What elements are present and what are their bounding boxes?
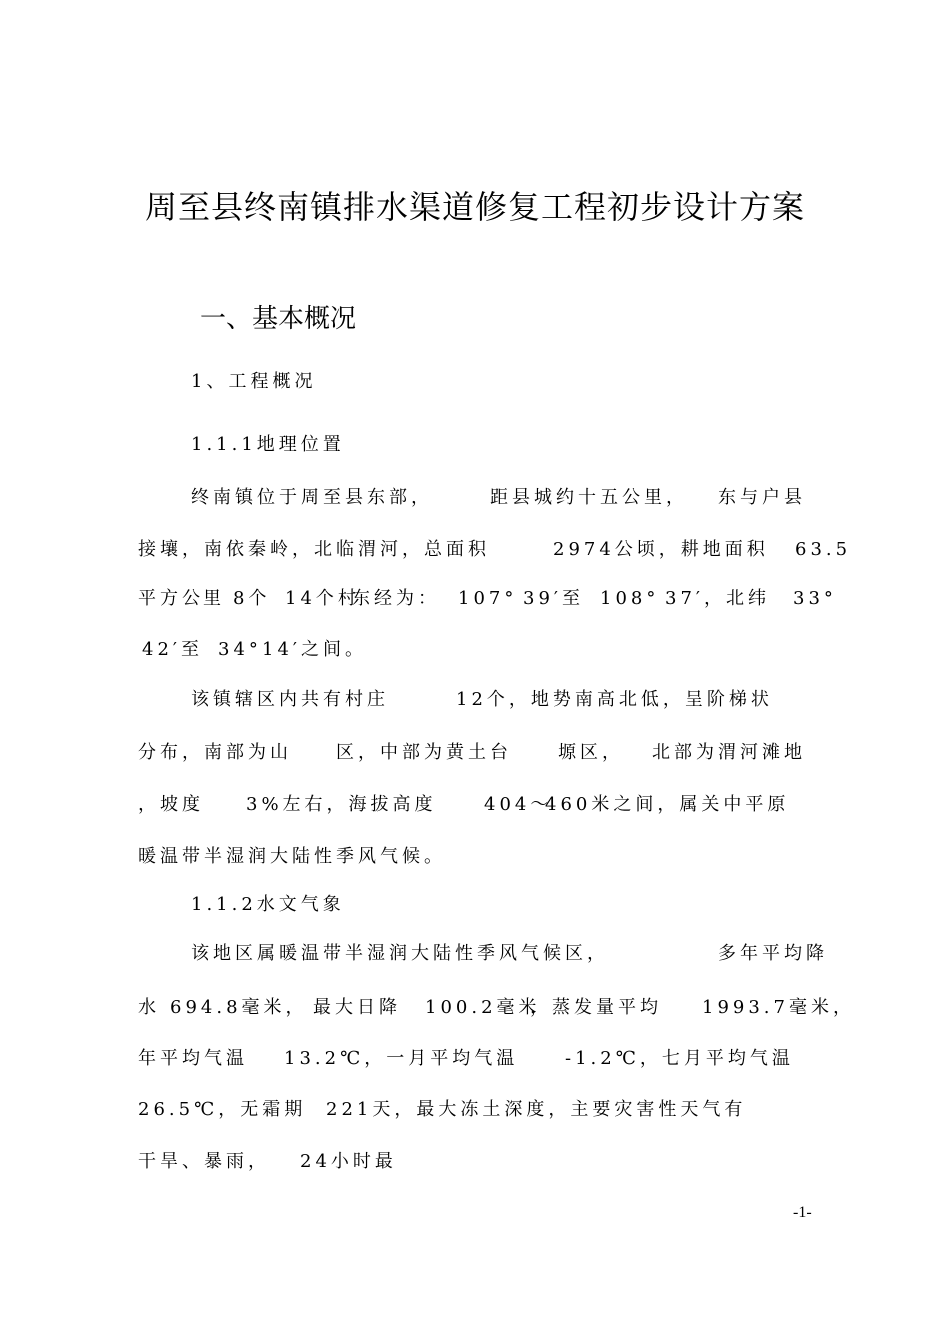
text-fragment: 63.5 [795, 539, 852, 560]
text-fragment: 13.2℃，一月平均气温 [284, 1048, 519, 1069]
subsection-label: 1.1.2水文气象 [191, 894, 345, 915]
text-fragment: 暖温带半湿润大陆性季风气候。 [138, 846, 446, 867]
text-fragment: 694.8毫米， [170, 997, 308, 1018]
document-title: 周至县终南镇排水渠道修复工程初步设计方案 [144, 188, 805, 226]
text-fragment: 39′至 [523, 588, 584, 609]
section-heading: 一、基本概况 [200, 304, 357, 334]
text-fragment: 终南镇位于周至县东部， [191, 487, 433, 508]
text-fragment: ，坡度 [138, 794, 204, 815]
text-fragment: 年平均气温 [138, 1048, 248, 1069]
page-number: -1- [793, 1204, 812, 1221]
text-fragment: 14′之间。 [262, 639, 367, 660]
subsection-label: 1、工程概况 [191, 371, 317, 392]
text-fragment: 33° [793, 588, 837, 609]
text-fragment: 最大日降 [313, 997, 401, 1018]
text-fragment: 3%左右，海拔高度 [246, 794, 437, 815]
text-fragment: 多年平均降 [718, 943, 828, 964]
text-fragment: 8个 [233, 588, 271, 609]
text-fragment: 108° [600, 588, 660, 609]
text-fragment: ，蒸发量平均 [530, 997, 662, 1018]
subsection-label: 1.1.1地理位置 [191, 434, 345, 455]
text-fragment: 34° [218, 639, 262, 660]
text-fragment: 107° [458, 588, 518, 609]
text-fragment: 1993.7毫米， [702, 997, 855, 1018]
text-fragment: 24小时最 [300, 1151, 397, 1172]
text-fragment: 区，中部为黄土台 [336, 742, 512, 763]
text-fragment: 404～ [484, 794, 553, 815]
text-fragment: 460米之间，属关中平原 [545, 794, 790, 815]
text-fragment: 东与户县 [718, 487, 806, 508]
text-fragment: 100.2毫米 [425, 997, 541, 1018]
text-fragment: -1.2℃，七月平均气温 [565, 1048, 794, 1069]
text-fragment: 37′，北纬 [665, 588, 770, 609]
text-fragment: 该地区属暖温带半湿润大陆性季风气候区， [191, 943, 609, 964]
text-fragment: 2974公顷，耕地面积 [553, 539, 769, 560]
text-fragment: 42′至 [142, 639, 203, 660]
text-fragment: 26.5℃，无霜期 [138, 1099, 307, 1120]
text-fragment: 221天，最大冻土深度，主要灾害性天气有 [326, 1099, 747, 1120]
text-fragment: 干旱、暴雨， [138, 1151, 270, 1172]
text-fragment: 水 [138, 997, 160, 1018]
text-fragment: 塬区， [558, 742, 624, 763]
text-fragment: 平方公 [138, 588, 204, 609]
text-fragment: 东经为： [352, 588, 440, 609]
text-fragment: 距县城约十五公里， [490, 487, 688, 508]
text-fragment: 分布，南部为山 [138, 742, 292, 763]
text-fragment: 14个村 [285, 588, 360, 609]
text-fragment: 该镇辖区内共有村庄 [191, 689, 389, 710]
text-fragment: 12个，地势南高北低，呈阶梯状 [456, 689, 773, 710]
text-fragment: 接壤，南依秦岭，北临渭河，总面积 [138, 539, 490, 560]
text-fragment: 北部为渭河滩地 [652, 742, 806, 763]
text-fragment: 里 [203, 588, 225, 609]
